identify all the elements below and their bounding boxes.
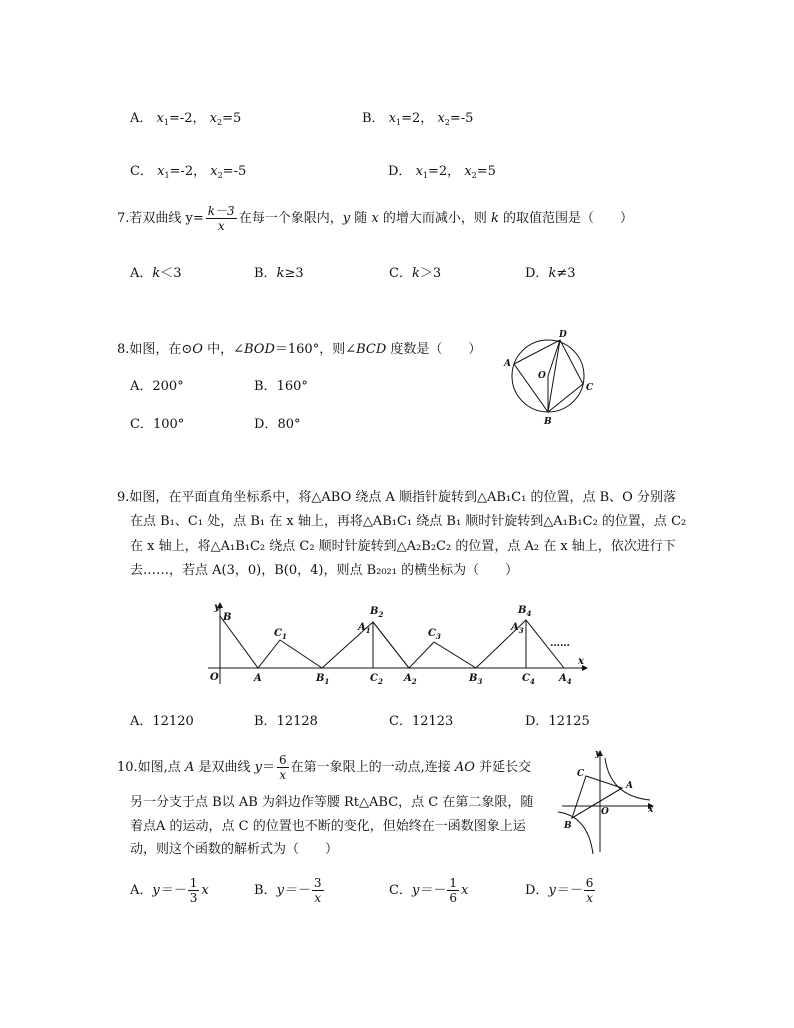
var-x: x	[437, 111, 445, 126]
expr: y＝－	[548, 883, 582, 898]
label-a: A	[504, 359, 511, 369]
option-letter: C．	[389, 266, 412, 281]
q7-option-a	[130, 262, 182, 281]
q10-text: 在第一象限上的一动点,连接	[290, 760, 455, 775]
lbl-sub: 2	[378, 610, 384, 619]
q10-text: 是双曲线	[194, 760, 255, 775]
lbl-sub: 3	[477, 677, 483, 686]
label-b2	[369, 606, 383, 619]
var-k: k	[276, 266, 285, 281]
sub: 1	[163, 118, 169, 127]
option-letter: C．	[389, 714, 412, 729]
q7-option-d	[525, 262, 576, 281]
label-a1	[357, 622, 371, 635]
var-k: k	[152, 266, 161, 281]
lbl-sub: 4	[566, 677, 572, 686]
option-letter: B．	[362, 111, 385, 126]
q7-text: 随	[350, 211, 372, 226]
sub: 2	[217, 171, 223, 180]
angle-bod: BOD	[244, 342, 275, 357]
q7-text: 的增大而减小，则	[378, 211, 491, 226]
option-letter: B．	[254, 883, 277, 898]
value: 12125	[548, 714, 590, 729]
q9-line-4: 去……，若点 A(3，0)，B(0，4)，则点 B₂₀₂₁ 的横坐标为（ ）	[130, 563, 519, 578]
var-x: x	[156, 111, 164, 126]
option-letter: D．	[525, 266, 549, 281]
lbl-sub: 2	[377, 677, 383, 686]
label-a4	[558, 673, 572, 686]
label-c2	[370, 673, 383, 686]
expr: y＝－	[276, 883, 310, 898]
label-o: O	[210, 672, 219, 683]
var-k: k	[548, 266, 557, 281]
segment-bd	[548, 340, 560, 412]
q9-line-1: 9.如图，在平面直角坐标系中，将△ABO 绕点 A 顺指针旋转到△AB₁C₁ 的位置，点 B、O 分别落	[117, 490, 676, 505]
q9-rotation-figure	[204, 600, 594, 686]
sub: 1	[422, 171, 429, 180]
lbl-text: B	[316, 673, 325, 684]
hyperbola-branch-2	[558, 812, 593, 854]
numerator: 3	[313, 876, 322, 890]
fraction	[188, 876, 200, 905]
q9-option-a	[130, 710, 194, 729]
q8-option-b	[254, 375, 308, 394]
numerator: k－3	[207, 204, 235, 218]
numerator: 1	[189, 876, 198, 890]
value: 160°	[276, 379, 308, 394]
value: =-2，	[169, 164, 207, 179]
label-o: O	[601, 807, 609, 817]
lbl-sub: 3	[435, 632, 441, 641]
var-k: k	[490, 211, 499, 226]
q10-option-b	[254, 876, 326, 905]
var-y: y	[342, 211, 351, 226]
sub: 2	[217, 118, 223, 127]
q10-option-d	[525, 876, 597, 905]
label-y: y	[595, 749, 601, 759]
fraction	[312, 876, 324, 905]
q8-option-d	[254, 413, 300, 432]
denominator: x	[279, 768, 287, 782]
q10-line-3: 着点A 的运动，点 C 的位置也不断的变化，但始终在一函数图象上运	[130, 819, 526, 834]
option-letter: B．	[254, 266, 277, 281]
q9-option-c	[389, 710, 453, 729]
label-c3	[428, 628, 441, 641]
sub: 2	[444, 118, 450, 127]
q10-line-4: 动，则这个函数的解析式为（ ）	[130, 842, 339, 857]
value: 100°	[152, 417, 185, 432]
label-d: D	[559, 330, 567, 340]
option-letter: D．	[525, 714, 549, 729]
option-letter: C．	[130, 417, 153, 432]
lbl-text: B	[370, 606, 379, 617]
value: =-2，	[168, 111, 206, 126]
q6-option-b	[362, 107, 473, 127]
fraction	[447, 876, 459, 905]
angle-bcd: BCD	[356, 342, 387, 357]
lbl-sub: 3	[518, 626, 524, 635]
q10-text: 10.如图,点	[117, 760, 185, 775]
lbl-text: C	[274, 628, 282, 639]
sub: 1	[396, 118, 402, 127]
label-b: B	[564, 821, 572, 831]
q10-option-a	[130, 876, 209, 905]
value: =-5	[449, 111, 474, 126]
label-o: O	[538, 371, 546, 381]
label-x: x	[578, 656, 584, 667]
label-c1	[274, 628, 287, 641]
label-b: B	[223, 612, 232, 623]
q6-option-a	[130, 107, 241, 127]
q8-option-c	[130, 413, 184, 432]
label-b1	[315, 673, 329, 686]
option-letter: A．	[130, 714, 153, 729]
label-b: B	[544, 417, 552, 427]
numerator: 6	[278, 753, 287, 767]
value: ＜3	[160, 266, 182, 281]
option-letter: A．	[130, 266, 153, 281]
lbl-sub: 4	[526, 609, 532, 618]
lbl-text: B	[469, 673, 478, 684]
sub: 1	[164, 171, 170, 180]
q8-text: ＝160°，则∠	[274, 342, 357, 357]
q7-option-b	[254, 262, 304, 281]
option-letter: A．	[130, 379, 153, 394]
label-c: C	[586, 383, 594, 393]
lbl-sub: 1	[324, 677, 330, 686]
value: 12123	[411, 714, 454, 729]
segment-ab	[572, 788, 622, 818]
lbl-text: A	[511, 622, 519, 633]
expr: x	[201, 883, 209, 898]
lbl-text: A	[559, 673, 567, 684]
q8-text: 8.如图，在⊙	[117, 342, 193, 357]
q6-option-d	[388, 160, 496, 180]
var-x: x	[388, 111, 397, 126]
expr: x	[460, 883, 469, 898]
q10-line-1	[117, 753, 531, 782]
value: ＞3	[419, 266, 442, 281]
q9-option-d	[525, 710, 590, 729]
expr: y＝－	[152, 883, 186, 898]
q10-hyperbola-figure	[560, 746, 660, 854]
var-x: x	[415, 164, 423, 179]
label-a: A	[254, 673, 262, 684]
label-y: y	[214, 602, 220, 613]
value: =2，	[428, 164, 461, 179]
label-c: C	[577, 769, 585, 779]
q8-text: 中，∠	[202, 342, 244, 357]
value: =2，	[401, 111, 434, 126]
lbl-text: A	[358, 622, 366, 633]
q10-text: 并延长交	[474, 760, 532, 775]
q7-stem	[117, 204, 633, 233]
lbl-sub: 4	[529, 677, 535, 686]
q10-fraction	[277, 753, 289, 782]
lbl-text: B	[518, 605, 527, 616]
label-x: x	[648, 805, 654, 815]
var-x: x	[157, 164, 165, 179]
lbl-text: A	[404, 673, 412, 684]
q8-circle-figure	[500, 326, 600, 430]
var-o: O	[192, 342, 203, 357]
numerator: 6	[585, 876, 594, 890]
option-letter: B．	[254, 379, 277, 394]
label-a: A	[626, 781, 633, 791]
option-letter: D．	[525, 883, 549, 898]
q7-prefix: 7.若双曲线 y=	[117, 211, 204, 226]
q7-fraction	[206, 204, 237, 233]
lbl-text: C	[370, 673, 378, 684]
denominator: 3	[189, 891, 198, 905]
option-letter: C．	[130, 164, 153, 179]
lbl-sub: 1	[365, 626, 371, 635]
denominator: x	[314, 891, 322, 905]
seg-b2-a1	[373, 622, 409, 668]
option-letter: D．	[254, 417, 278, 432]
option-letter: D．	[388, 164, 412, 179]
denominator: 6	[449, 891, 457, 905]
q8-stem	[117, 338, 481, 357]
value: =5	[476, 164, 496, 179]
segment-ao: AO	[454, 760, 475, 775]
value: 80°	[277, 417, 301, 432]
option-letter: C．	[389, 883, 412, 898]
label-c4	[522, 673, 535, 686]
value: ≠3	[556, 266, 576, 281]
numerator: 1	[449, 876, 457, 890]
value: =5	[222, 111, 242, 126]
expr: y＝－	[411, 883, 446, 898]
lbl-sub: 2	[411, 677, 417, 686]
value: 12120	[152, 714, 194, 729]
value: 200°	[152, 379, 184, 394]
var-k: k	[411, 266, 420, 281]
q9-option-b	[254, 710, 318, 729]
q7-text: 在每一个象限内，	[238, 211, 343, 226]
denominator: x	[217, 219, 225, 233]
q7-text: 的取值范围是（ ）	[498, 211, 633, 226]
q8-text: 度数是（ ）	[386, 342, 482, 357]
value: ≥3	[284, 266, 304, 281]
lbl-sub: 1	[281, 632, 287, 641]
value: 12128	[276, 714, 318, 729]
lbl-text: C	[522, 673, 530, 684]
q10-option-c	[389, 876, 468, 905]
var-x: x	[209, 111, 218, 126]
option-letter: A．	[130, 111, 153, 126]
q9-line-2: 在点 B₁、C₁ 处，点 B₁ 在 x 轴上，再将△AB₁C₁ 绕点 B₁ 顺时针旋转到△A₁B₁C₂ 的位置，点 C₂	[130, 514, 687, 529]
equals: ＝	[261, 760, 275, 775]
fraction	[584, 876, 596, 905]
value: =-5	[222, 164, 247, 179]
q6-option-c	[130, 160, 246, 180]
label-a2	[403, 673, 417, 686]
denominator: x	[586, 891, 593, 905]
option-letter: A．	[130, 883, 153, 898]
q9-line-3: 在 x 轴上，将△A₁B₁C₂ 绕点 C₂ 顺时针旋转到△A₂B₂C₂ 的位置，点 A₂ 在 x 轴上，依次进行下	[130, 539, 676, 554]
var-y: y	[254, 760, 262, 775]
label-b3	[468, 673, 482, 686]
var-a: A	[184, 760, 195, 775]
var-x: x	[464, 164, 472, 179]
sub: 2	[471, 171, 477, 180]
var-x: x	[371, 211, 379, 226]
q8-option-a	[130, 375, 184, 394]
label-b4	[517, 605, 531, 618]
q7-option-c	[389, 262, 441, 281]
var-x: x	[210, 164, 218, 179]
label-continuation: ……	[550, 638, 570, 649]
option-letter: B．	[254, 714, 277, 729]
lbl-text: C	[428, 628, 436, 639]
q10-line-2: 另一分支于点 B以 AB 为斜边作等腰 Rt△ABC，点 C 在第二象限，随	[130, 795, 534, 810]
